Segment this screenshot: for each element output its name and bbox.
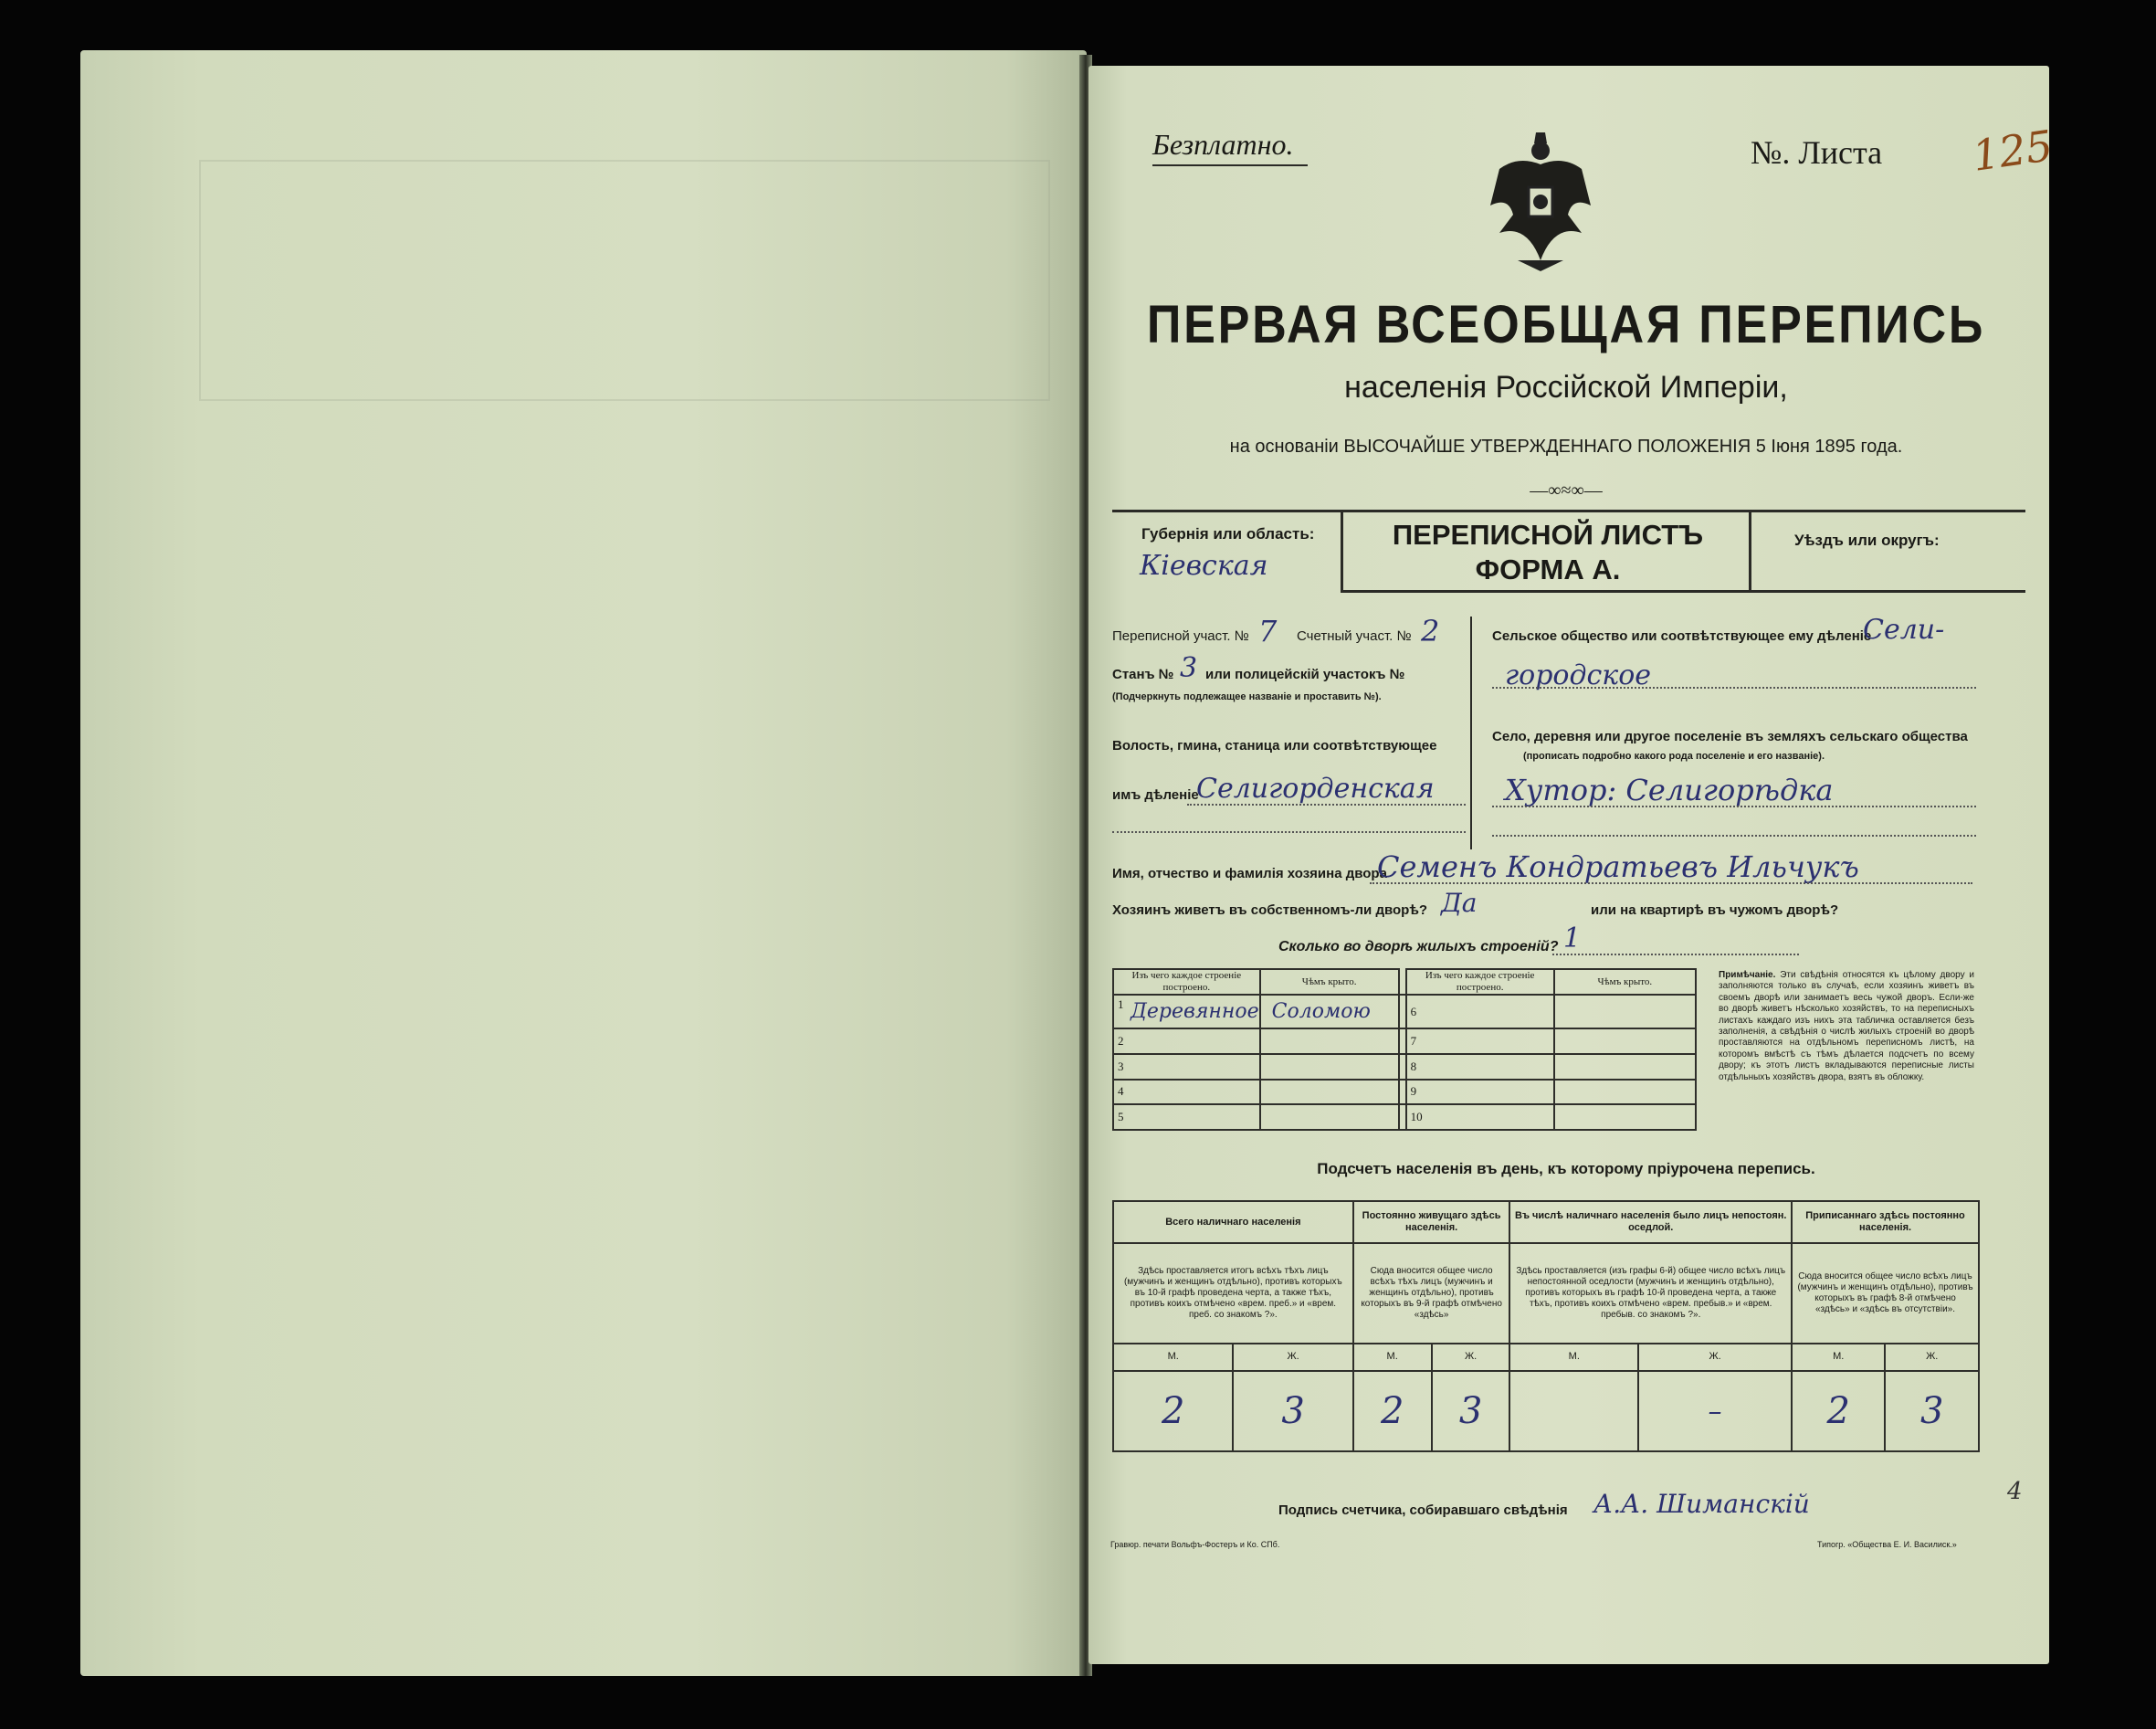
building-row-number: 3	[1118, 1059, 1124, 1073]
owner-value: Семенъ Кондратьевъ Ильчукъ	[1377, 849, 1859, 884]
underline-note: (Подчеркнуть подлежащее названіе и проставить №).	[1112, 691, 1382, 702]
building-row1-material: Деревянное	[1131, 1000, 1259, 1024]
count-f-label: Ж.	[1233, 1344, 1352, 1372]
count-f-label: Ж.	[1885, 1344, 1979, 1372]
society-value: Сели-	[1863, 614, 1945, 646]
buildings-label: Сколько во дворѣ жилыхъ строеній?	[1278, 939, 1559, 954]
count-col4-desc: Сюда вносится общее число всѣхъ лицъ (мужчинъ и женщинъ отдѣльно), противъ которыхъ въ графѣ 8-й отмѣчено «здѣсь» и «здѣсь въ отсутствіи».	[1792, 1243, 1979, 1344]
note-text: Эти свѣдѣнія относятся къ цѣлому двору и заполняются только въ случаѣ, если хозяинъ живетъ въ своемъ дворѣ или занимаетъ весь чужой дворъ. Если-же во дворѣ живетъ нѣсколько хозяйствъ, то на переписныхъ листахъ каждаго изъ нихъ эта табличка оставляется безъ заполненія, а свѣдѣнія о числѣ жилыхъ строеній во дворѣ проставляются на отдѣльномъ переписномъ листѣ, на которомъ вмѣстѣ съ тѣмъ дѣлается подсчетъ по всему двору; къ этотъ листъ вкладываются переписные листы отдѣльныхъ хозяйствъ двора, взятъ въ обложку.	[1719, 970, 1975, 1082]
count-m-label: М.	[1792, 1344, 1885, 1372]
sheet-title: ПЕРЕПИСНОЙ ЛИСТЪ	[1392, 519, 1704, 551]
buildings-col-material: Изъ чего каждое строеніе построено.	[1113, 969, 1260, 995]
margin-mark: 4	[2007, 1478, 2023, 1505]
volost-line	[1187, 804, 1466, 806]
ornament-divider: —∞≈∞—	[1530, 480, 1603, 501]
note-title: Примѣчаніе.	[1719, 970, 1776, 980]
form-subtitle: населенія Россійской Имперіи,	[1344, 370, 1788, 405]
count-col4-head: Приписаннаго здѣсь постоянно населенія.	[1792, 1201, 1979, 1243]
imperial-eagle-emblem	[1481, 123, 1600, 274]
signature-label: Подпись счетчика, собиравшаго свѣдѣнія	[1278, 1502, 1568, 1518]
count-col1-desc: Здѣсь проставляется итогъ всѣхъ тѣхъ лицъ (мужчинъ и женщинъ отдѣльно), противъ которыхъ въ 10-й графѣ проведена черта, а также тѣхъ, противъ коихъ отмѣчено «врем. преб.» и «врем. преб. со знакомъ ?».	[1113, 1243, 1353, 1344]
building-row1-roof: Соломою	[1271, 1000, 1371, 1024]
count-col2-head: Постоянно живущаго здѣсь населенія.	[1353, 1201, 1510, 1243]
count-value: 2	[1113, 1371, 1233, 1451]
count-col1-head: Всего наличнаго населенія	[1113, 1201, 1353, 1243]
owner-label: Имя, отчество и фамилія хозяина двора	[1112, 866, 1387, 881]
buildings-col-roof-2: Чѣмъ крыто.	[1554, 969, 1696, 995]
province-label: Губернія или область:	[1141, 525, 1315, 543]
province-value: Кіевская	[1140, 550, 1268, 582]
rent-label: или на квартирѣ въ чужомъ дворѣ?	[1591, 902, 1839, 918]
count-f-label: Ж.	[1432, 1344, 1510, 1372]
buildings-col-material-2: Изъ чего каждое строеніе построено.	[1406, 969, 1554, 995]
fields-divider	[1470, 617, 1472, 849]
buildings-note	[1719, 970, 1974, 1083]
volost-line-2	[1112, 831, 1466, 833]
building-row-number: 5	[1118, 1110, 1124, 1124]
count-m-label: М.	[1113, 1344, 1233, 1372]
left-blank-page	[80, 50, 1087, 1676]
village-note: (прописать подробно какого рода поселеніе и его названіе).	[1523, 751, 1825, 762]
count-value	[1509, 1371, 1638, 1451]
own-yard-label: Хозяинъ живетъ въ собственномъ-ли дворѣ?	[1112, 902, 1428, 918]
count-value: 2	[1353, 1371, 1432, 1451]
society-value-2: городское	[1505, 659, 1652, 691]
volost-label: Волость, гмина, станица или соотвѣтствующее	[1112, 738, 1437, 754]
count-col3-head: Въ числѣ наличнаго населенія было лицъ непостоян. оседлой.	[1509, 1201, 1792, 1243]
building-row-number: 9	[1410, 1084, 1417, 1099]
village-line	[1492, 806, 1976, 807]
count-section-value: 2	[1421, 614, 1440, 648]
free-underline	[1152, 164, 1308, 166]
count-m-label: М.	[1509, 1344, 1638, 1372]
sheet-number-label: №. Листа	[1751, 134, 1883, 171]
header-divider-left	[1341, 510, 1343, 592]
stan-value: 3	[1180, 652, 1198, 684]
count-section-label: Счетный участ. №	[1297, 628, 1412, 644]
volost-label-2: имъ дѣленіе	[1112, 787, 1199, 803]
building-row-number: 4	[1118, 1084, 1124, 1099]
building-row-number: 1	[1118, 997, 1124, 1011]
buildings-line	[1552, 954, 1799, 955]
form-name: ФОРМА А.	[1475, 553, 1621, 585]
census-section-label: Переписной участ. №	[1112, 628, 1249, 644]
form-main-title: ПЕРВАЯ ВСЕОБЩАЯ ПЕРЕПИСЬ	[1146, 295, 1986, 354]
header-rule-bottom	[1341, 590, 2025, 593]
society-line	[1492, 687, 1976, 689]
buildings-value: 1	[1563, 922, 1582, 954]
count-col3-desc: Здѣсь проставляется (изъ графы 6-й) общее число всѣхъ лицъ непостоянной оседлости (мужчинъ и женщинъ отдѣльно), противъ которыхъ въ графѣ 10-й проведена черта, а также тѣхъ, противъ коихъ отмѣчено «врем. пребыв.» и «врем. пребыв. со знакомъ ?».	[1509, 1243, 1792, 1344]
building-row-number: 7	[1410, 1034, 1417, 1049]
count-value: 3	[1233, 1371, 1352, 1451]
header-rule-top	[1112, 510, 2025, 512]
form-legal-basis: на основаніи ВЫСОЧАЙШЕ УТВЕРЖДЕННАГО ПОЛОЖЕНІЯ 5 Іюня 1895 года.	[1229, 437, 1903, 457]
building-row-number: 10	[1410, 1110, 1423, 1124]
police-label: или полицейскій участокъ №	[1205, 667, 1405, 682]
society-label: Сельское общество или соотвѣтствующее ему дѣленіе	[1492, 628, 1872, 644]
count-value: 3	[1885, 1371, 1979, 1451]
count-value: 3	[1432, 1371, 1510, 1451]
count-col2-desc: Сюда вносится общее число всѣхъ тѣхъ лицъ (мужчинъ и женщинъ отдѣльно), противъ которыхъ въ 9-й графѣ отмѣчено «здѣсь»	[1353, 1243, 1510, 1344]
count-title: Подсчетъ населенія въ день, къ которому пріурочена перепись.	[1317, 1160, 1815, 1177]
count-value: 2	[1792, 1371, 1885, 1451]
printer-right: Типогр. «Общества Е. И. Василиск.»	[1817, 1540, 1957, 1549]
sheet-number-value: 125	[1969, 121, 2056, 181]
village-value: Хутор: Селигорѣдка	[1505, 773, 1834, 807]
buildings-table	[1112, 968, 1697, 1131]
count-m-label: М.	[1353, 1344, 1432, 1372]
count-f-label: Ж.	[1638, 1344, 1792, 1372]
village-line-2	[1492, 835, 1976, 837]
building-row-number: 8	[1410, 1059, 1417, 1073]
census-section-value: 7	[1258, 614, 1278, 648]
district-label: Уѣздъ или округъ:	[1794, 532, 1940, 549]
village-label: Село, деревня или другое поселеніе въ земляхъ сельскаго общества	[1492, 729, 1968, 744]
stan-label: Станъ №	[1112, 667, 1174, 682]
header-divider-right	[1749, 510, 1751, 592]
buildings-col-roof: Чѣмъ крыто.	[1260, 969, 1399, 995]
building-row-number: 2	[1118, 1034, 1124, 1049]
owner-line	[1370, 882, 1972, 884]
count-value: –	[1638, 1371, 1792, 1451]
building-row-number: 6	[1410, 1004, 1417, 1018]
free-label: Безплатно.	[1152, 128, 1294, 161]
volost-value: Селигорденская	[1196, 773, 1435, 805]
printer-left: Гравюр. печати Вольфъ-Фостеръ и Ко. СПб.	[1110, 1540, 1280, 1549]
population-count-table	[1112, 1200, 1980, 1452]
signature-value: А.А. Шиманскій	[1593, 1489, 1810, 1519]
own-yard-value: Да	[1441, 888, 1478, 918]
